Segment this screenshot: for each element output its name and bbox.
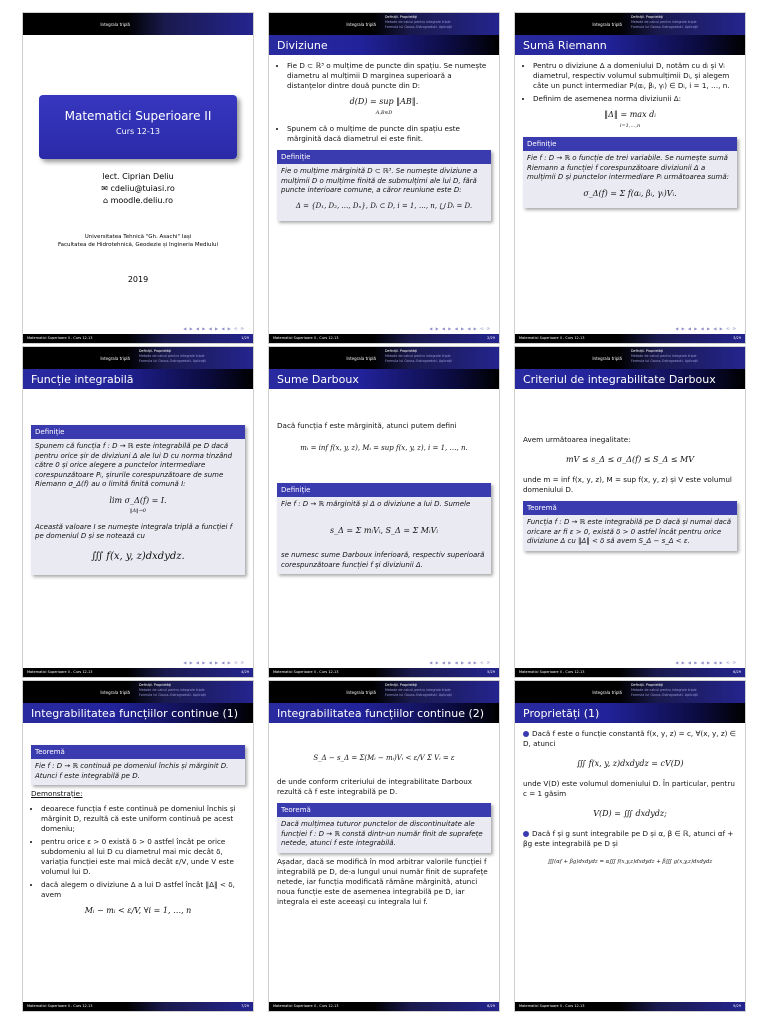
formula: d(D) = sup ‖AB‖. A,B∈D bbox=[349, 97, 419, 116]
nav-symbols[interactable]: ◀ ▶ ◀ ▶ ◀ ▶ ◀ ▶ ⟲ ⟳ bbox=[675, 660, 737, 665]
list-item: Dacă f și g sunt integrabile pe D și α, β ∈ ℝ, atunci αf + βg este integrabilă pe D și bbox=[523, 829, 734, 848]
block-header: Teoremă bbox=[277, 803, 491, 817]
slide-footer bbox=[515, 334, 745, 343]
definition-text: Această valoare I se numește integrala triplă a funcției f pe domeniul D și se notează cu bbox=[35, 522, 233, 540]
slide-header bbox=[269, 681, 499, 703]
block-header: Definiție bbox=[277, 483, 491, 497]
page-number: 3/29 bbox=[733, 336, 741, 340]
block-header: Teoremă bbox=[31, 745, 245, 759]
nav-symbols[interactable]: ◀ ▶ ◀ ▶ ◀ ▶ ◀ ▶ ⟲ ⟳ bbox=[183, 660, 245, 665]
definition-text: Fie f : D → ℝ o funcție de trei variabile. Se numește sumă Riemann a funcției f corespunzătoare diviziunii Δ a mulțimii D și punctelor intermediare Pᵢ următoarea sumă: bbox=[527, 154, 730, 181]
formula: V(D) = ∭ dxdydz; bbox=[593, 809, 667, 818]
section-label: Integrala triplă bbox=[100, 21, 130, 27]
formula: σ_Δ(f) = Σ f(αᵢ, βᵢ, γᵢ)Vᵢ. bbox=[583, 188, 677, 198]
slide-footer bbox=[23, 668, 253, 677]
slide-header bbox=[515, 13, 745, 35]
author: lect. Ciprian Deliu bbox=[102, 172, 174, 181]
slide-header bbox=[269, 347, 499, 369]
section-label: Integrala triplă bbox=[592, 689, 622, 695]
nav-item[interactable]: Metode de calcul pentru integrale triple bbox=[139, 354, 205, 358]
nav-item[interactable]: Definiții. Proprietăți bbox=[631, 683, 664, 687]
slide-footer bbox=[23, 1002, 253, 1011]
nav-symbols[interactable]: ◀ ▶ ◀ ▶ ◀ ▶ ◀ ▶ ⟲ ⟳ bbox=[429, 660, 491, 665]
slide-header bbox=[269, 13, 499, 35]
definition-text: Spunem că funcția f : D → ℝ este integrabilă pe D dacă pentru orice șir de diviziuni Δ ale lui D cu norma tinzând către 0 și orice alegere a punctelor intermediare corespunzătoare Pᵢ, șirurile corespunzătoare de sume Riemann σ_Δ(f) au o limită finită comună I: bbox=[35, 442, 233, 488]
slide-body bbox=[523, 435, 737, 555]
bullet: • Spunem că o mulțime de puncte din spațiu este mărginită dacă diametrul ei este finit. bbox=[287, 124, 491, 144]
page-number: 1/29 bbox=[241, 336, 249, 340]
section-label: Integrala triplă bbox=[100, 355, 130, 361]
slide-title: Criteriul de integrabilitate Darboux bbox=[515, 369, 745, 389]
section-label: Integrala triplă bbox=[592, 21, 622, 27]
slide-body bbox=[277, 743, 491, 912]
bullet: • Fie D ⊂ ℝ³ o mulțime de puncte din spațiu. Se numește diametru al mulțimii D marginea superioară a distanțelor dintre două puncte din D: bbox=[287, 61, 491, 91]
theorem-block bbox=[31, 745, 245, 785]
slide-title: Funcție integrabilă bbox=[23, 369, 253, 389]
section-nav[interactable] bbox=[139, 683, 251, 698]
theorem-block bbox=[277, 803, 491, 853]
block-header: Definiție bbox=[277, 150, 491, 164]
nav-item[interactable]: Metode de calcul pentru integrale triple bbox=[385, 688, 451, 692]
slide-footer bbox=[269, 1002, 499, 1011]
slide-body bbox=[277, 421, 491, 578]
slide-2 bbox=[268, 12, 500, 344]
nav-item[interactable]: Metode de calcul pentru integrale triple bbox=[139, 688, 205, 692]
bullet: • Pentru o diviziune Δ a domeniului D, notăm cu dᵢ și Vᵢ diametrul, respectiv volumul submulțimii Dᵢ, și alegem câte un punct intermediar Pᵢ(αᵢ, βᵢ, γᵢ) ∈ Dᵢ, i = 1, …, n. bbox=[533, 61, 737, 91]
theorem-block bbox=[523, 501, 737, 551]
slide-body bbox=[31, 419, 245, 579]
slide-footer bbox=[269, 668, 499, 677]
slide-title: Sume Darboux bbox=[269, 369, 499, 389]
slide-5 bbox=[268, 346, 500, 678]
slide-footer bbox=[269, 334, 499, 343]
bullet-ball-icon bbox=[523, 731, 529, 737]
section-nav[interactable] bbox=[631, 15, 743, 30]
nav-item[interactable]: Metode de calcul pentru integrale triple bbox=[385, 20, 451, 24]
section-nav[interactable] bbox=[631, 349, 743, 364]
page-number: 8/29 bbox=[487, 1004, 495, 1008]
page-number: 5/29 bbox=[487, 670, 495, 674]
author-web: ⌂ moodle.deliu.ro bbox=[102, 196, 174, 205]
nav-item[interactable]: Formula lui Gauss-Ostrogradski. Aplicații bbox=[631, 359, 698, 363]
definition-block bbox=[31, 425, 245, 575]
footer-course: Matematici Superioare II - Curs 12-13 bbox=[273, 336, 339, 340]
theorem-text: Funcția f : D → ℝ este integrabilă pe D dacă și numai dacă oricare ar fi ε > 0, există δ > 0 astfel încât pentru orice diviziune Δ cu ‖Δ‖ < δ să avem S_Δ − s_Δ < ε. bbox=[527, 518, 732, 545]
block-header: Definiție bbox=[31, 425, 245, 439]
formula: s_Δ = Σ mᵢVᵢ, S_Δ = Σ MᵢVᵢ bbox=[330, 525, 438, 535]
slide-footer bbox=[515, 1002, 745, 1011]
page-number: 4/29 bbox=[241, 670, 249, 674]
slide-header bbox=[23, 347, 253, 369]
block-header: Definiție bbox=[523, 137, 737, 151]
nav-item[interactable]: Metode de calcul pentru integrale triple bbox=[631, 20, 697, 24]
nav-item[interactable]: Formula lui Gauss-Ostrogradski. Aplicații bbox=[631, 693, 698, 697]
nav-item[interactable]: Definiții. Proprietăți bbox=[631, 15, 664, 19]
slide-footer bbox=[23, 334, 253, 343]
section-label: Integrala triplă bbox=[346, 21, 376, 27]
presentation-title: Matematici Superioare II bbox=[64, 109, 212, 123]
nav-item[interactable]: Formula lui Gauss-Ostrogradski. Aplicații bbox=[385, 359, 452, 363]
nav-item[interactable]: Metode de calcul pentru integrale triple bbox=[631, 354, 697, 358]
page-number: 6/29 bbox=[733, 670, 741, 674]
slide-footer bbox=[515, 668, 745, 677]
definition-block bbox=[277, 150, 491, 221]
nav-item[interactable]: Formula lui Gauss-Ostrogradski. Aplicații bbox=[139, 359, 206, 363]
section-nav[interactable] bbox=[385, 15, 497, 30]
slide-7 bbox=[22, 680, 254, 1012]
formula: Δ = {D₁, D₂, …, Dₙ}, Dᵢ ⊂ D, i = 1, …, n, ⋃ Dᵢ = D. bbox=[295, 201, 473, 210]
formula: ∭ f(x, y, z)dxdydz = cV(D) bbox=[576, 759, 684, 768]
nav-item[interactable]: Definiții. Proprietăți bbox=[385, 349, 418, 353]
formula: ∭(αf + βg)dxdydz = α∭ f(x,y,z)dxdydz + β∭ g(x,y,z)dxdydz bbox=[547, 859, 713, 865]
section-label: Integrala triplă bbox=[100, 689, 130, 695]
footer-course: Matematici Superioare II - Curs 12-13 bbox=[27, 1004, 93, 1008]
theorem-text: Fie f : D → ℝ continuă pe domeniul închis și mărginit D. Atunci f este integrabilă pe D. bbox=[35, 762, 229, 780]
paragraph: de unde conform criteriului de integrabilitate Darboux rezultă că f este integrabilă pe D. bbox=[277, 777, 473, 796]
footer-course: Matematici Superioare II - Curs 12-13 bbox=[519, 670, 585, 674]
nav-item[interactable]: Formula lui Gauss-Ostrogradski. Aplicații bbox=[631, 25, 698, 29]
author-email: ✉ cdeliu@tuiasi.ro bbox=[101, 184, 175, 193]
bullet: • pentru orice ε > 0 există δ > 0 astfel încât pe orice subdomeniu al lui D cu diametrul mai mic decât δ, variația funcției este mai mică decât ε/V, unde V este volumul lui D. bbox=[41, 837, 245, 877]
page-number: 9/29 bbox=[733, 1004, 741, 1008]
section-nav[interactable] bbox=[631, 683, 743, 698]
formula: Mᵢ − mᵢ < ε/V, ∀i = 1, …, n bbox=[84, 906, 192, 915]
paragraph: Avem următoarea inegalitate: bbox=[523, 435, 631, 444]
section-nav[interactable] bbox=[385, 349, 497, 364]
footer-course: Matematici Superioare II - Curs 12-13 bbox=[519, 336, 585, 340]
block-header: Teoremă bbox=[523, 501, 737, 515]
formula: ∭ f(x, y, z)dxdydz. bbox=[91, 550, 185, 562]
slide-title: Sumă Riemann bbox=[515, 35, 745, 55]
slide-body bbox=[523, 729, 737, 875]
nav-item[interactable]: Metode de calcul pentru integrale triple bbox=[385, 354, 451, 358]
nav-symbols[interactable]: ◀ ▶ ◀ ▶ ◀ ▶ ◀ ▶ ⟲ ⟳ bbox=[675, 326, 737, 331]
slide-8 bbox=[268, 680, 500, 1012]
slide-header bbox=[515, 681, 745, 703]
footer-course: Matematici Superioare II - Curs 12-13 bbox=[27, 670, 93, 674]
section-label: Integrala triplă bbox=[346, 355, 376, 361]
definition-block bbox=[523, 137, 737, 208]
slide-4 bbox=[22, 346, 254, 678]
slide-9 bbox=[514, 680, 746, 1012]
definition-text: se numesc sume Darboux inferioară, respectiv superioară corespunzătoare funcției f și diviziunii Δ. bbox=[281, 551, 485, 569]
slide-header bbox=[23, 681, 253, 703]
slide-header bbox=[23, 13, 253, 35]
page-number: 2/29 bbox=[487, 336, 495, 340]
year: 2019 bbox=[127, 275, 149, 284]
slide-header bbox=[515, 347, 745, 369]
section-nav[interactable] bbox=[139, 349, 251, 364]
nav-item[interactable]: Definiții. Proprietăți bbox=[385, 15, 418, 19]
nav-symbols[interactable]: ◀ ▶ ◀ ▶ ◀ ▶ ◀ ▶ ⟲ ⟳ bbox=[183, 326, 245, 331]
nav-item[interactable]: Definiții. Proprietăți bbox=[631, 349, 664, 353]
section-label: Integrala triplă bbox=[346, 689, 376, 695]
title-box bbox=[39, 95, 237, 159]
paragraph: Așadar, dacă se modifică în mod arbitrar valorile funcției f integrabilă pe D, de-a lungul unui număr finit de suprafețe netede, iar funcția modificată rămâne mărginită, atunci noua funcție este de asemenea integrabilă pe D, iar integrala ei este aceeași cu integrala lui f. bbox=[277, 856, 488, 906]
definition-text: Fie f : D → ℝ mărginită și Δ o diviziune a lui D. Sumele bbox=[281, 500, 471, 508]
slide-title: Integrabilitatea funcțiilor continue (2) bbox=[269, 703, 499, 723]
slide-body bbox=[523, 61, 737, 212]
proof-label: Demonstrație: bbox=[31, 789, 83, 798]
slide-body bbox=[31, 729, 245, 922]
paragraph: unde V(D) este volumul domeniului D. În particular, pentru c = 1 găsim bbox=[523, 779, 735, 798]
nav-item[interactable]: Metode de calcul pentru integrale triple bbox=[631, 688, 697, 692]
slide-title: Integrabilitatea funcțiilor continue (1) bbox=[23, 703, 253, 723]
slide-1 bbox=[22, 12, 254, 344]
slide-title: Proprietăți (1) bbox=[515, 703, 745, 723]
formula: ‖Δ‖ = max dᵢ i=1,…,n bbox=[604, 110, 656, 129]
formula: mV ≤ s_Δ ≤ σ_Δ(f) ≤ S_Δ ≤ MV bbox=[565, 455, 695, 464]
section-label: Integrala triplă bbox=[592, 355, 622, 361]
paragraph: Dacă funcția f este mărginită, atunci putem defini bbox=[277, 421, 457, 430]
list-item: Dacă f este o funcție constantă f(x, y, z) = c, ∀(x, y, z) ∈ D, atunci bbox=[523, 729, 736, 748]
nav-item[interactable]: Definiții. Proprietăți bbox=[139, 683, 172, 687]
nav-item[interactable]: Formula lui Gauss-Ostrogradski. Aplicații bbox=[385, 25, 452, 29]
bullet: • Definim de asemenea norma diviziunii Δ: bbox=[533, 94, 737, 104]
presentation-subtitle: Curs 12-13 bbox=[116, 127, 160, 136]
slide-6 bbox=[514, 346, 746, 678]
footer-course: Matematici Superioare II - Curs 12-13 bbox=[273, 670, 339, 674]
theorem-text: Dacă mulțimea tuturor punctelor de discontinuitate ale funcției f : D → ℝ constă dintr-un număr finit de suprafețe netede, atunci f este integrabilă. bbox=[281, 820, 483, 847]
institute-block bbox=[23, 233, 253, 249]
university: Universitatea Tehnică "Gh. Asachi" Iași bbox=[84, 234, 192, 240]
nav-item[interactable]: Definiții. Proprietăți bbox=[139, 349, 172, 353]
slide-body bbox=[277, 61, 491, 225]
nav-item[interactable]: Definiții. Proprietăți bbox=[385, 683, 418, 687]
footer-course: Matematici Superioare II - Curs 12-13 bbox=[273, 1004, 339, 1008]
slide-title: Diviziune bbox=[269, 35, 499, 55]
definition-text: Fie o mulțime mărginită D ⊂ ℝ³. Se numește diviziune a mulțimii D o mulțime finită de submulțimi ale lui D, fără puncte interioare comune, a căror reuniune este D: bbox=[281, 167, 478, 194]
bullet: • dacă alegem o diviziune Δ a lui D astfel încât ‖Δ‖ < δ, avem bbox=[41, 880, 245, 900]
nav-item[interactable]: Formula lui Gauss-Ostrogradski. Aplicații bbox=[385, 693, 452, 697]
bullet-ball-icon bbox=[523, 831, 529, 837]
page-number: 7/29 bbox=[241, 1004, 249, 1008]
formula: lim σ_Δ(f) = I. ‖Δ‖→0 bbox=[109, 495, 167, 514]
footer-course: Matematici Superioare II - Curs 12-13 bbox=[27, 336, 93, 340]
definition-block bbox=[277, 483, 491, 574]
faculty: Facultatea de Hidrotehnică, Geodezie și Ingineria Mediului bbox=[57, 242, 219, 248]
nav-symbols[interactable]: ◀ ▶ ◀ ▶ ◀ ▶ ◀ ▶ ⟲ ⟳ bbox=[429, 326, 491, 331]
footer-course: Matematici Superioare II - Curs 12-13 bbox=[519, 1004, 585, 1008]
bullet: • deoarece funcția f este continuă pe domeniul închis și mărginit D, rezultă că este uniform continuă pe acest domeniu; bbox=[41, 804, 245, 834]
formula: S_Δ − s_Δ = Σ(Mᵢ − mᵢ)Vᵢ < ε/V Σ Vᵢ = ε bbox=[313, 754, 455, 762]
section-nav[interactable] bbox=[385, 683, 497, 698]
slide-3 bbox=[514, 12, 746, 344]
paragraph: unde m = inf f(x, y, z), M = sup f(x, y, z) și V este volumul domeniului D. bbox=[523, 475, 732, 494]
author-block bbox=[23, 171, 253, 207]
formula: mᵢ = inf f(x, y, z), Mᵢ = sup f(x, y, z), i = 1, …, n. bbox=[300, 444, 468, 452]
nav-item[interactable]: Formula lui Gauss-Ostrogradski. Aplicații bbox=[139, 693, 206, 697]
